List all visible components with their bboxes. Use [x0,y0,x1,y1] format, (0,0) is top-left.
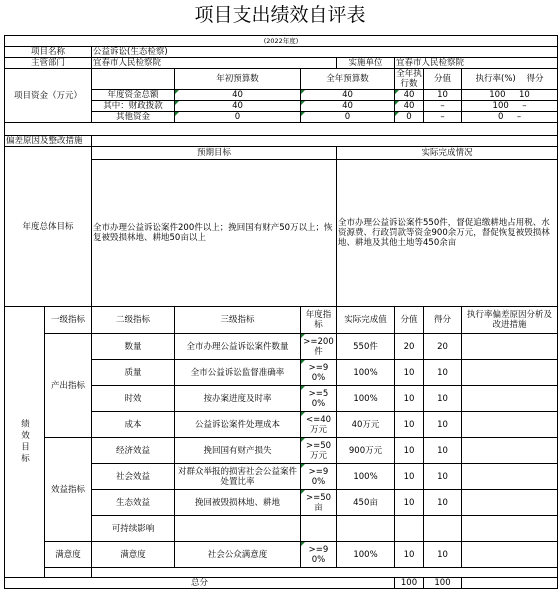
score-cell: 10 [395,386,424,412]
actual-cell: 40万元 [337,412,395,438]
funds-header-blank [92,69,175,90]
table-row [5,438,558,464]
project-name-label: 项目名称 [5,47,92,58]
funds-cell: 100 [489,90,506,100]
level3-cell: 挽回国有财产损失 [175,438,301,464]
funds-cell: 40 [175,90,301,101]
total-label: 总分 [5,578,395,589]
level2-cell: 时效 [92,386,175,412]
score-cell: 10 [395,438,424,464]
actual-cell: 100% [337,464,395,490]
remark-cell [462,386,558,412]
funds-header-rate-got [462,69,558,90]
got-cell: 10 [424,438,462,464]
funds-cell: – [522,101,527,111]
got-cell: 10 [424,360,462,386]
target-cell: >=50% [301,386,337,412]
funds-cell-rate-got [462,112,558,123]
funds-row-label: 年度资金总额 [92,90,175,101]
got-cell: 10 [424,464,462,490]
funds-cell: 40 [395,101,424,112]
level2-cell: 经济效益 [92,438,175,464]
funds-cell: 0 [175,112,301,123]
spacer-row [5,123,558,136]
indicator-header-remark: 执行率偏差原因分析及改进措施 [462,307,558,334]
funds-cell: – [424,112,462,123]
page-title: 项目支出绩效自评表 [194,4,366,26]
funds-cell-rate-got [462,101,558,112]
funds-header-got: 得分 [526,74,544,84]
expected-goal-text: 全市办理公益诉讼案件200件以上；挽回国有财产50万以上；恢复被毁损林地、耕地50亩以上 [92,160,337,307]
actual-cell: 100% [337,360,395,386]
indicator-header-got: 得分 [424,307,462,334]
indicator-header-target: 年度指标 [301,307,337,334]
performance-section-label: 绩效目标 [5,307,45,578]
score-cell [395,516,424,542]
total-score: 100 [395,578,424,589]
evaluation-table [4,35,558,589]
level2-cell: 满意度 [92,542,175,568]
score-cell: 10 [395,412,424,438]
got-cell: 10 [424,412,462,438]
funds-cell: 40 [301,101,395,112]
target-cell: >=90% [301,542,337,568]
indicator-header-l1: 一级指标 [45,307,92,334]
remark-cell [462,516,558,542]
funds-cell: 10 [424,90,462,101]
target-cell: <=40万元 [301,412,337,438]
total-remark [462,578,558,589]
impl-value: 宜春市人民检察院 [395,58,558,69]
deviation-value [92,136,558,147]
got-cell: 10 [424,542,462,568]
score-cell: 10 [395,542,424,568]
remark-cell [462,412,558,438]
level3-cell [175,516,301,542]
score-cell: 10 [395,490,424,516]
funds-cell: 40 [395,90,424,101]
funds-section-label: 项目资金（万元） [5,69,92,123]
got-cell: 10 [424,386,462,412]
funds-cell: 10 [519,90,530,100]
funds-cell: 100 [492,101,509,111]
level2-cell: 质量 [92,360,175,386]
score-cell: 10 [395,360,424,386]
expected-goal-header: 预期目标 [92,147,337,160]
level1-cell: 效益指标 [45,438,92,542]
total-got: 100 [424,578,462,589]
actual-cell: 100% [337,386,395,412]
funds-cell: 0 [497,112,504,122]
level3-cell: 按办案进度及时率 [175,386,301,412]
actual-cell [337,516,395,542]
level2-cell: 成本 [92,412,175,438]
target-cell: >=200件 [301,334,337,360]
spacer-cell [92,568,558,578]
table-row [5,542,558,568]
level2-cell: 可持续影响 [92,516,175,542]
funds-cell: – [424,101,462,112]
actual-cell: 450亩 [337,490,395,516]
year-label: (2022年度) [5,36,558,47]
funds-row-label: 其中：财政拨款 [92,101,175,112]
actual-cell: 100% [337,542,395,568]
funds-cell-rate-got [462,90,558,101]
target-cell [301,516,337,542]
got-cell: 20 [424,334,462,360]
project-name-value: 公益诉讼(生态检察) [92,47,558,58]
funds-header-initial: 年初预算数 [175,69,301,90]
funds-header-rate: 执行率(%) [475,74,516,84]
table-row [5,334,558,360]
got-cell [424,516,462,542]
funds-header-score: 分值 [424,69,462,90]
funds-cell: 0 [301,112,395,123]
actual-result-header: 实际完成情况 [337,147,558,160]
spacer-cell [45,568,92,578]
funds-cell: 40 [175,101,301,112]
actual-result-text: 全市办理公益诉讼案件550件，督促追缴耕地占用税、水资源费、行政罚款等资金900余万元，督促恢复被毁损林地、耕地及其他土地等450余亩 [337,160,558,307]
level1-cell: 满意度 [45,542,92,568]
target-cell: >=50万元 [301,438,337,464]
level3-cell: 公益诉讼案件处理成本 [175,412,301,438]
target-cell: >=90% [301,464,337,490]
remark-cell [462,542,558,568]
level3-cell: 全市办理公益诉讼案件数量 [175,334,301,360]
indicator-header-l2: 二级指标 [92,307,175,334]
level3-cell: 挽回被毁损林地、耕地 [175,490,301,516]
indicator-header-l3: 三级指标 [175,307,301,334]
funds-row-label: 其他资金 [92,112,175,123]
remark-cell [462,438,558,464]
remark-cell [462,464,558,490]
actual-cell: 550件 [337,334,395,360]
funds-header-annual: 全年预算数 [301,69,395,90]
impl-label: 实施单位 [337,58,395,69]
funds-cell: 40 [301,90,395,101]
target-cell: >=50亩 [301,490,337,516]
remark-cell [462,334,558,360]
level2-cell: 数量 [92,334,175,360]
funds-cell: – [516,112,522,122]
level3-cell: 全市公益诉讼监督准确率 [175,360,301,386]
dept-value: 宜春市人民检察院 [92,58,337,69]
level2-cell: 生态效益 [92,490,175,516]
level1-cell: 产出指标 [45,334,92,438]
actual-cell: 900万元 [337,438,395,464]
funds-cell: 0 [395,112,424,123]
score-cell: 10 [395,464,424,490]
remark-cell [462,490,558,516]
indicator-header-score: 分值 [395,307,424,334]
level3-cell: 社会公众满意度 [175,542,301,568]
deviation-label: 偏差原因及整改措施 [5,136,92,147]
got-cell: 10 [424,490,462,516]
annual-goal-label: 年度总体目标 [5,147,92,307]
dept-label: 主管部门 [5,58,92,69]
level3-cell: 对群众举报的损害社会公益案件处置比率 [175,464,301,490]
remark-cell [462,360,558,386]
funds-header-executed: 全年执行数 [396,69,422,89]
level2-cell: 社会效益 [92,464,175,490]
target-cell: >=90% [301,360,337,386]
score-cell: 20 [395,334,424,360]
indicator-header-actual: 实际完成值 [337,307,395,334]
total-row [5,578,558,589]
